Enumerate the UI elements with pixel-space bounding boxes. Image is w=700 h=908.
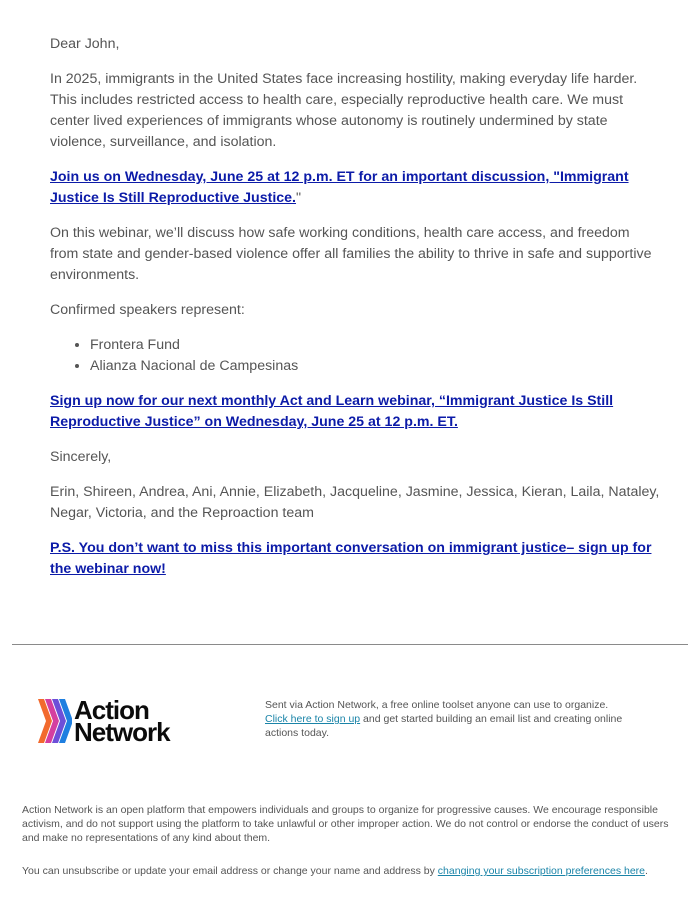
join-paragraph [50,167,660,209]
greeting: Dear John, [50,36,120,52]
action-network-logo[interactable] [38,695,208,747]
logo-line-action: Action [74,695,149,725]
sent-via-line: Sent via Action Network, a free online toolset anyone can use to organize. [265,699,609,711]
speakers-intro: Confirmed speakers represent: [50,302,245,318]
footer-divider [12,644,688,645]
click-to-signup-link[interactable]: Click here to sign up [265,713,361,725]
disclaimer: Action Network is an open platform that empowers individuals and groups to organize for progressive causes. We encourage responsible activism, and do not support using the platform to take unlawful or other improper action. We do not control or endorse the conduct of users and make no representations of any kind about them. [22,804,669,844]
webinar-description: On this webinar, we’ll discuss how safe working conditions, health care access, and freedom from state and gender-based violence offer all families the ability to thrive in safe and supportive environments. [50,225,652,283]
signers: Erin, Shireen, Andrea, Ani, Annie, Elizabeth, Jacqueline, Jasmine, Jessica, Kieran, Laila, Nataley, Negar, Victoria, and the Reproaction team [50,484,660,521]
ps-signup-link[interactable]: P.S. You don’t want to miss this important conversation on immigrant justice– sign up for the webinar now! [50,540,652,577]
email-body [50,34,660,594]
logo-line-network: Network [74,717,170,747]
unsubscribe-lead: You can unsubscribe or update your email address or change your name and address by [22,865,438,877]
ps-paragraph [50,538,660,580]
join-webinar-link[interactable]: Join us on Wednesday, June 25 at 12 p.m. ET for an important discussion, "Immigrant Justice Is Still Reproductive Justice. [50,169,629,206]
speaker-item: • Frontera Fund [90,335,660,356]
subscription-preferences-link[interactable]: changing your subscription preferences here [437,865,646,877]
unsubscribe-text [22,864,692,878]
speaker-item: • Alianza Nacional de Campesinas [90,356,660,377]
join-quote-tail: " [296,190,302,206]
logo-wordmark [74,695,170,747]
signup-webinar-link[interactable]: Sign up now for our next monthly Act and Learn webinar, “Immigrant Justice Is Still Reproductive Justice” on Wednesday, June 25 at 12 p.m. ET. [50,393,614,430]
intro-paragraph: In 2025, immigrants in the United States face increasing hostility, making everyday life harder. This includes restricted access to health care, especially reproductive health care. We must center lived experiences of immigrants whose autonomy is routinely undermined by state violence, surveillance, and isolation. [50,71,638,150]
speaker-list [50,335,660,377]
sent-via-tail: and get started building an email list and creating online actions today. [265,713,623,739]
closing: Sincerely, [50,449,112,465]
unsubscribe-end: . [645,865,648,877]
signup-paragraph [50,391,660,433]
sent-via-text [265,698,635,740]
logo-chevrons-icon [38,697,72,745]
